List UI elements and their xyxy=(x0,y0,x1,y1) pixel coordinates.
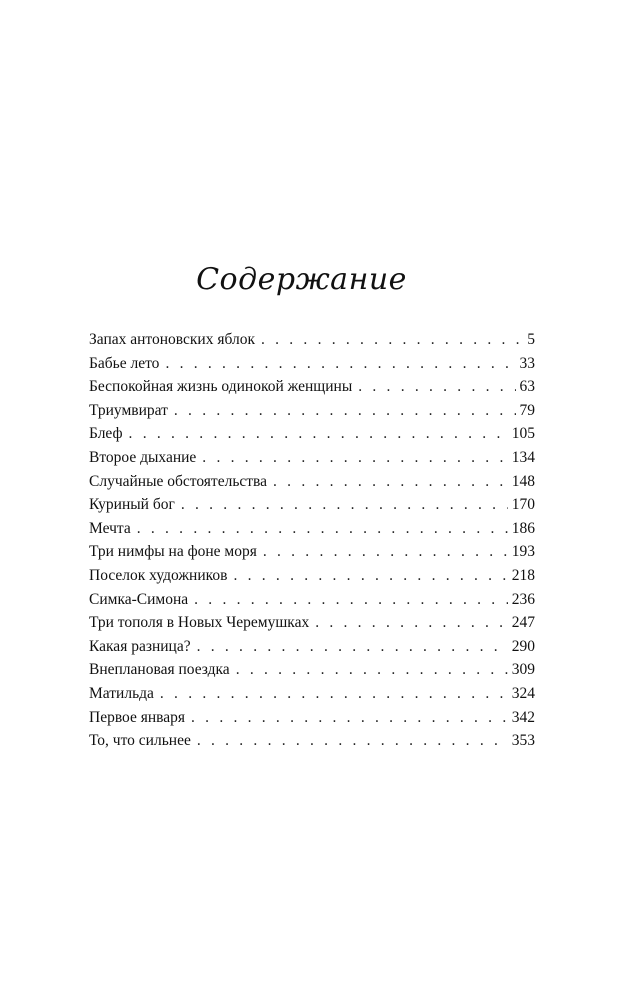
toc-entry xyxy=(89,706,535,730)
toc-entry-title: Запах антоновских яблок xyxy=(89,331,255,348)
dot-leader xyxy=(194,588,508,612)
dot-leader xyxy=(160,682,508,706)
toc-entry-title: Три тополя в Новых Черемушках xyxy=(89,614,310,632)
toc-entry xyxy=(89,729,535,753)
dot-leader xyxy=(273,470,508,494)
toc-entry xyxy=(89,564,535,588)
toc-entry-title: Беспокойная жизнь одинокой женщины xyxy=(89,378,353,396)
toc-entry-title: Второе дыхание xyxy=(89,448,197,466)
dot-leader xyxy=(137,517,508,541)
toc-entry-title: Блеф xyxy=(89,425,123,443)
toc-page-number: 290 xyxy=(511,637,535,655)
toc-entry-title: Триумвират xyxy=(89,401,168,419)
dot-leader xyxy=(233,564,507,588)
toc-entry-title: Какая разница? xyxy=(89,637,191,655)
toc-page-number: 193 xyxy=(511,543,535,561)
toc-page-number: 247 xyxy=(511,614,535,632)
toc-entry xyxy=(89,446,535,470)
dot-leader xyxy=(181,493,508,517)
toc-page-number: 309 xyxy=(511,661,535,679)
toc-entry xyxy=(89,588,535,612)
toc-entry-title: То, что сильнее xyxy=(89,732,191,750)
dot-leader xyxy=(202,446,507,470)
toc-page-number: 342 xyxy=(511,708,535,726)
toc-entry xyxy=(89,611,535,635)
toc-page-number: 33 xyxy=(519,354,535,372)
toc-entry-title: Матильда xyxy=(89,684,154,702)
toc-page-number: 186 xyxy=(511,519,535,537)
toc-page-number: 105 xyxy=(511,425,535,443)
toc-entry xyxy=(89,422,535,446)
toc-entry xyxy=(89,682,535,706)
toc-entry-title: Симка-Симона xyxy=(89,590,189,608)
dot-leader xyxy=(261,328,523,352)
dot-leader xyxy=(263,540,508,564)
toc-entry xyxy=(89,470,535,494)
toc-entry-title: Куриный бог xyxy=(89,496,175,514)
toc-entry xyxy=(89,635,535,659)
toc-page-number: 63 xyxy=(519,378,535,396)
toc-entry xyxy=(89,493,535,517)
dot-leader xyxy=(174,399,516,423)
toc-entry xyxy=(89,375,535,399)
toc-entry xyxy=(89,352,535,376)
toc-entry xyxy=(89,328,535,352)
toc-entry xyxy=(89,540,535,564)
dot-leader xyxy=(197,635,508,659)
dot-leader xyxy=(197,729,508,753)
dot-leader xyxy=(129,422,508,446)
dot-leader xyxy=(165,352,515,376)
toc-entry-title: Случайные обстоятельства xyxy=(89,472,268,490)
toc-page-number: 218 xyxy=(511,566,535,584)
toc-entry-title: Внеплановая поездка xyxy=(89,661,230,679)
toc-entry-title: Первое января xyxy=(89,708,186,726)
dot-leader xyxy=(315,611,508,635)
toc-entry xyxy=(89,517,535,541)
toc-page-number: 353 xyxy=(511,732,535,750)
dot-leader xyxy=(191,706,508,730)
page-title: Содержание xyxy=(196,262,407,297)
toc-page-number: 5 xyxy=(527,331,535,348)
dot-leader xyxy=(358,375,515,399)
toc-entry xyxy=(89,399,535,423)
toc-entry-title: Мечта xyxy=(89,519,131,537)
table-of-contents xyxy=(89,328,535,753)
toc-entry-title: Три нимфы на фоне моря xyxy=(89,543,257,561)
toc-entry xyxy=(89,658,535,682)
dot-leader xyxy=(236,658,508,682)
toc-entry-title: Бабье лето xyxy=(89,354,160,372)
toc-page-number: 148 xyxy=(511,472,535,490)
toc-page-number: 134 xyxy=(511,448,535,466)
toc-page-number: 324 xyxy=(511,684,535,702)
toc-page-number: 236 xyxy=(511,590,535,608)
toc-entry-title: Поселок художников xyxy=(89,566,228,584)
toc-page-number: 79 xyxy=(519,401,535,419)
toc-page-number: 170 xyxy=(511,496,535,514)
